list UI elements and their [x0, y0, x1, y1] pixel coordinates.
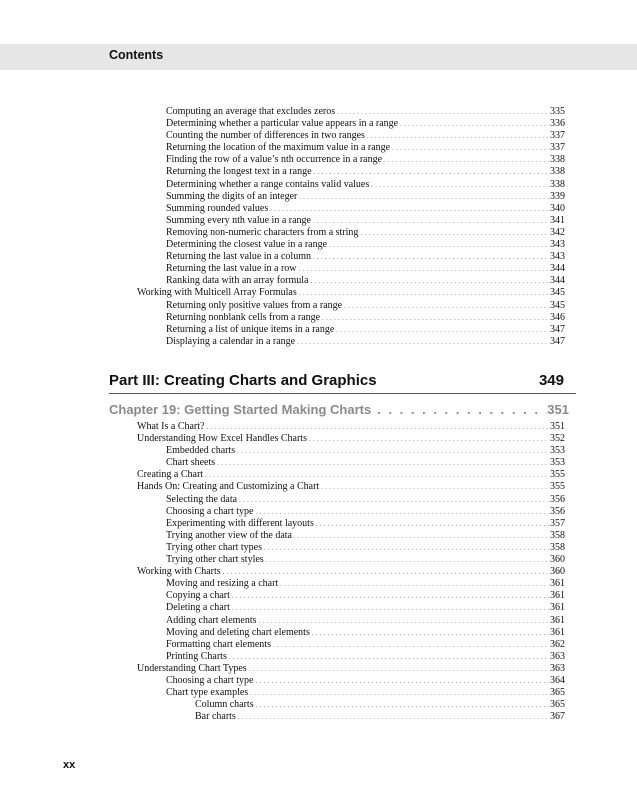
- toc-entry-page: 361: [550, 578, 565, 590]
- toc-entry: [0, 457, 637, 469]
- toc-entry-page: 364: [550, 674, 565, 686]
- part-heading: [109, 372, 564, 389]
- toc-entry-page: 365: [550, 687, 565, 699]
- toc-entry-title: Summing rounded values: [166, 202, 269, 214]
- toc-entry-title: Working with Charts: [137, 566, 221, 578]
- chapter-leader-dots: [371, 402, 547, 417]
- part-divider: [109, 393, 576, 394]
- toc-entry-title: Experimenting with different layouts: [166, 517, 314, 529]
- toc-entry: [0, 130, 637, 142]
- toc-entry: [0, 469, 637, 481]
- toc-entry-title: Determining whether a particular value appears in a range: [166, 118, 399, 130]
- toc-entry-title: Returning only positive values from a range: [166, 299, 343, 311]
- footer-page-number: xx: [63, 759, 76, 771]
- toc-entry: [0, 602, 637, 614]
- toc-entry-title: Removing non-numeric characters from a string: [166, 226, 359, 238]
- toc-entry: [0, 239, 637, 251]
- toc-entry: [0, 530, 637, 542]
- toc-entry-title: Understanding Chart Types: [137, 662, 247, 674]
- toc-entry-title: Determining whether a range contains valid values: [166, 178, 370, 190]
- toc-entry-title: Understanding How Excel Handles Charts: [137, 433, 307, 445]
- running-header-band: [0, 44, 637, 70]
- toc-entry-title: Bar charts: [195, 711, 236, 723]
- toc-entry-title: Returning the longest text in a range: [166, 166, 312, 178]
- toc-entry: [0, 106, 637, 118]
- toc-entry: [0, 675, 637, 687]
- toc-entry-page: 363: [550, 650, 565, 662]
- toc-entry: [0, 227, 637, 239]
- toc-entry-title: Returning the location of the maximum value in a range: [166, 142, 391, 154]
- toc-entry-page: 361: [550, 626, 565, 638]
- toc-entry: [0, 627, 637, 639]
- part-title: Part III: Creating Charts and Graphics: [109, 372, 377, 389]
- toc-entry-title: Column charts: [195, 699, 254, 711]
- toc-entry: [0, 300, 637, 312]
- toc-entry-title: Choosing a chart type: [166, 674, 254, 686]
- toc-entry: [0, 203, 637, 215]
- toc-entry: [0, 639, 637, 651]
- toc-entry-page: 338: [550, 166, 565, 178]
- toc-list-top: [0, 106, 637, 348]
- toc-entry-page: 341: [550, 214, 565, 226]
- toc-entry: [0, 118, 637, 130]
- toc-entry: [0, 554, 637, 566]
- toc-entry-page: 353: [550, 445, 565, 457]
- toc-entry-title: Trying other chart types: [166, 541, 263, 553]
- toc-entry: [0, 615, 637, 627]
- toc-entry-title: Ranking data with an array formula: [166, 275, 309, 287]
- toc-entry-title: Returning the last value in a row: [166, 263, 297, 275]
- toc-entry-title: Chart sheets: [166, 457, 216, 469]
- toc-entry-title: Summing every nth value in a range: [166, 214, 311, 226]
- toc-entry: [0, 324, 637, 336]
- toc-entry-page: 361: [550, 602, 565, 614]
- toc-entry-page: 362: [550, 638, 565, 650]
- toc-entry-title: Deleting a chart: [166, 602, 230, 614]
- toc-entry-page: 355: [550, 469, 565, 481]
- toc-entry-title: Creating a Chart: [137, 469, 204, 481]
- toc-entry-title: Returning nonblank cells from a range: [166, 311, 321, 323]
- toc-entry-page: 343: [550, 239, 565, 251]
- toc-entry: [0, 566, 637, 578]
- chapter-heading: [109, 402, 569, 417]
- toc-entry-page: 343: [550, 251, 565, 263]
- toc-entry: [0, 421, 637, 433]
- toc-entry: [0, 179, 637, 191]
- chapter-page-number: 351: [547, 402, 569, 417]
- toc-entry-page: 358: [550, 541, 565, 553]
- toc-entry-page: 360: [550, 554, 565, 566]
- toc-entry-title: Adding chart elements: [166, 614, 257, 626]
- chapter-title: Chapter 19: Getting Started Making Charts: [109, 402, 372, 417]
- toc-entry-page: 345: [550, 299, 565, 311]
- toc-entry: [0, 154, 637, 166]
- toc-entry: [0, 263, 637, 275]
- toc-entry-page: 347: [550, 335, 565, 347]
- toc-entry-page: 352: [550, 433, 565, 445]
- toc-entry: [0, 433, 637, 445]
- toc-leader-dots: [297, 336, 549, 349]
- toc-entry-title: Copying a chart: [166, 590, 230, 602]
- toc-entry-page: 360: [550, 566, 565, 578]
- toc-entry: [0, 578, 637, 590]
- toc-entry-title: Summing the digits of an integer: [166, 190, 298, 202]
- toc-entry-title: Trying another view of the data: [166, 529, 292, 541]
- toc-entry: [0, 663, 637, 675]
- toc-entry: [0, 542, 637, 554]
- toc-entry-page: 340: [550, 202, 565, 214]
- toc-entry-title: Embedded charts: [166, 445, 236, 457]
- toc-entry: [0, 166, 637, 178]
- toc-entry-title: Trying other chart styles: [166, 554, 264, 566]
- toc-leader-dots: [238, 711, 549, 724]
- toc-entry-title: What Is a Chart?: [137, 421, 205, 432]
- toc-entry-title: Hands On: Creating and Customizing a Chart: [137, 481, 320, 493]
- toc-entry-page: 351: [550, 421, 565, 432]
- toc-entry-page: 361: [550, 614, 565, 626]
- toc-entry-page: 344: [550, 275, 565, 287]
- toc-entry-title: Returning the last value in a column: [166, 251, 311, 263]
- toc-entry-title: Choosing a chart type: [166, 505, 254, 517]
- toc-entry-title: Moving and resizing a chart: [166, 578, 279, 590]
- toc-entry: [0, 711, 637, 723]
- toc-entry: [0, 445, 637, 457]
- toc-entry-page: 353: [550, 457, 565, 469]
- toc-entry-page: 338: [550, 178, 565, 190]
- toc-entry-page: 358: [550, 529, 565, 541]
- toc-entry-page: 356: [550, 505, 565, 517]
- running-header-title: Contents: [109, 48, 164, 62]
- toc-entry-page: 363: [550, 662, 565, 674]
- toc-entry-page: 336: [550, 118, 565, 130]
- toc-entry-title: Working with Multicell Array Formulas: [137, 287, 297, 299]
- toc-entry: [0, 481, 637, 493]
- toc-entry: [0, 251, 637, 263]
- toc-entry-page: 347: [550, 323, 565, 335]
- toc-entry: [0, 494, 637, 506]
- toc-entry: [0, 699, 637, 711]
- toc-entry-page: 346: [550, 311, 565, 323]
- toc-entry-title: Moving and deleting chart elements: [166, 626, 310, 638]
- toc-entry-page: 355: [550, 481, 565, 493]
- toc-entry-title: Printing Charts: [166, 650, 227, 662]
- toc-entry-page: 365: [550, 699, 565, 711]
- part-page-number: 349: [538, 372, 564, 389]
- toc-entry: [0, 651, 637, 663]
- toc-entry: [0, 142, 637, 154]
- toc-entry-page: 339: [550, 190, 565, 202]
- toc-entry: [0, 215, 637, 227]
- toc-entry: [0, 518, 637, 530]
- toc-entry: [0, 312, 637, 324]
- toc-entry-page: 342: [550, 226, 565, 238]
- toc-entry: [0, 287, 637, 299]
- toc-entry: [0, 506, 637, 518]
- toc-entry-title: Formatting chart elements: [166, 638, 271, 650]
- toc-entry-title: Selecting the data: [166, 493, 238, 505]
- toc-entry-title: Displaying a calendar in a range: [166, 335, 296, 347]
- toc-entry-page: 337: [550, 130, 565, 142]
- toc-entry-title: Counting the number of differences in two ranges: [166, 130, 365, 142]
- toc-entry-page: 356: [550, 493, 565, 505]
- toc-entry-page: 357: [550, 517, 565, 529]
- toc-entry: [0, 191, 637, 203]
- toc-entry-page: 344: [550, 263, 565, 275]
- toc-entry-title: Computing an average that excludes zeros: [166, 106, 336, 117]
- toc-list-chapter: [0, 421, 637, 723]
- toc-entry-page: 345: [550, 287, 565, 299]
- toc-entry-title: Chart type examples: [166, 687, 249, 699]
- toc-entry: [0, 275, 637, 287]
- toc-entry-page: 361: [550, 590, 565, 602]
- toc-entry: [0, 336, 637, 348]
- toc-entry-page: 367: [550, 711, 565, 723]
- toc-entry-page: 338: [550, 154, 565, 166]
- toc-entry-title: Determining the closest value in a range: [166, 239, 328, 251]
- toc-entry-page: 335: [550, 106, 565, 117]
- toc-entry: [0, 687, 637, 699]
- toc-entry-page: 337: [550, 142, 565, 154]
- toc-entry: [0, 590, 637, 602]
- toc-entry-title: Returning a list of unique items in a range: [166, 323, 335, 335]
- toc-entry-title: Finding the row of a value’s nth occurrence in a range: [166, 154, 383, 166]
